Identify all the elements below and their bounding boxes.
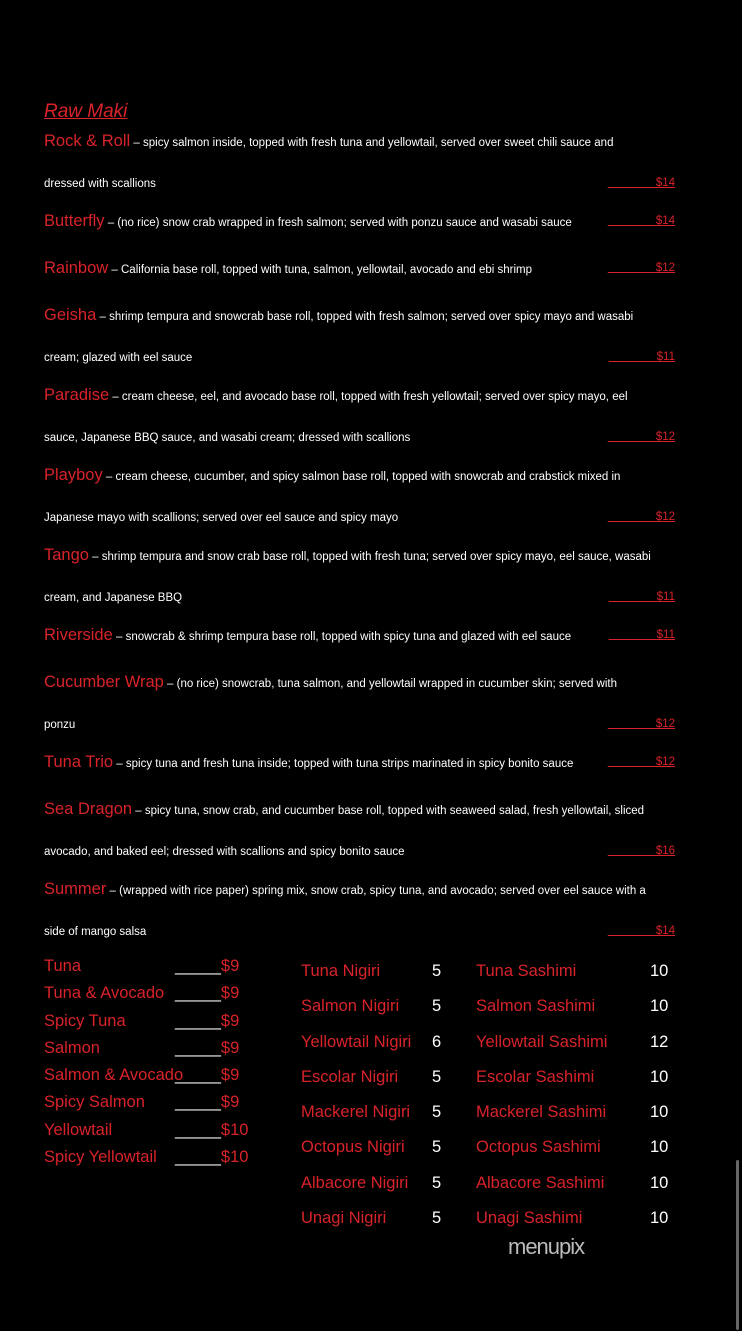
item-description: – snowcrab & shrimp tempura base roll, topped with spicy tuna and glazed with eel sauce: [112, 631, 572, 643]
item-description: – California base roll, topped with tuna, salmon, yellowtail, avocado and ebi shrimp: [108, 264, 533, 276]
roll-name: Spicy Yellowtail: [44, 1148, 157, 1167]
item-description: – (no rice) snowcrab, tuna salmon, and yellowtail wrapped in cucumber skin; served with: [163, 678, 618, 690]
roll-item: [44, 1066, 254, 1093]
menu-item: [44, 543, 684, 623]
item-line: [44, 256, 684, 303]
scrollbar[interactable]: [736, 1160, 739, 1330]
item-line: [44, 171, 684, 209]
nigiri-sashimi-row: [301, 1068, 701, 1103]
sashimi-price: 10: [650, 1209, 669, 1228]
menupix-watermark: menupix: [508, 1234, 585, 1259]
roll-price: _____ $10: [175, 1121, 248, 1140]
sashimi-price: 12: [650, 1032, 669, 1051]
item-line: [44, 877, 684, 919]
menu-item: [44, 129, 684, 209]
item-description: – spicy tuna and fresh tuna inside; topped with tuna strips marinated in spicy bonito sauce: [113, 758, 574, 770]
item-description: ponzu: [44, 719, 76, 731]
item-name: Playboy: [44, 466, 103, 484]
nigiri-sashimi-row: [301, 1174, 701, 1209]
item-price: $12: [655, 262, 675, 274]
roll-price: _____ $9: [175, 1066, 239, 1085]
item-line: [44, 543, 684, 585]
item-name: Summer: [44, 880, 107, 898]
roll-name: Spicy Tuna: [44, 1011, 126, 1030]
item-description: – spicy tuna, snow crab, and cucumber base roll, topped with seaweed salad, fresh yellowtail, sliced: [132, 805, 645, 817]
item-price: $12: [655, 756, 675, 768]
nigiri-sashimi-row: [301, 1103, 701, 1138]
maki-list: [44, 129, 684, 957]
nigiri-name: Albacore Nigiri: [301, 1173, 409, 1192]
nigiri-price: 5: [432, 1138, 442, 1157]
sashimi-name: Salmon Sashimi: [476, 997, 596, 1016]
item-price: $11: [656, 351, 675, 363]
sashimi-name: Escolar Sashimi: [476, 1067, 595, 1086]
item-line: [44, 750, 684, 797]
item-description: – shrimp tempura and snowcrab base roll, topped with fresh salmon; served over spicy mayo and wasabi: [96, 311, 634, 323]
item-line: [44, 345, 684, 383]
roll-name: Spicy Salmon: [44, 1093, 145, 1112]
nigiri-name: Unagi Nigiri: [301, 1209, 387, 1228]
sashimi-name: Yellowtail Sashimi: [476, 1032, 608, 1051]
nigiri-sashimi-row: [301, 1033, 701, 1068]
item-name: Paradise: [44, 386, 110, 404]
roll-price: _____ $9: [175, 984, 239, 1003]
item-price: $16: [655, 845, 675, 857]
sashimi-name: Tuna Sashimi: [476, 962, 577, 980]
item-price: $11: [656, 629, 675, 641]
item-description: – shrimp tempura and snow crab base roll, topped with fresh tuna; served over spicy mayo, eel sauce, wasabi: [88, 551, 651, 563]
roll-name: Salmon: [44, 1038, 100, 1057]
nigiri-name: Mackerel Nigiri: [301, 1103, 411, 1122]
item-description: dressed with scallions: [44, 178, 156, 190]
roll-item: [44, 1093, 254, 1120]
roll-price: _____ $9: [175, 1093, 239, 1112]
item-description: side of mango salsa: [44, 926, 147, 938]
menu-item: [44, 670, 684, 750]
item-price: $12: [655, 511, 675, 523]
roll-name: Tuna: [44, 957, 81, 975]
item-price: $12: [655, 431, 675, 443]
roll-item: [44, 984, 254, 1011]
nigiri-name: Octopus Nigiri: [301, 1138, 405, 1157]
nigiri-price: 5: [432, 962, 442, 980]
sashimi-price: 10: [650, 1067, 669, 1086]
sashimi-name: Albacore Sashimi: [476, 1173, 605, 1192]
item-line: [44, 303, 684, 345]
section-title: Raw Maki: [44, 101, 128, 122]
nigiri-price: 5: [432, 1103, 442, 1122]
item-description: cream, and Japanese BBQ: [44, 592, 183, 604]
menu-item: [44, 750, 684, 797]
sashimi-name: Mackerel Sashimi: [476, 1103, 607, 1122]
item-name: Riverside: [44, 626, 113, 644]
nigiri-sashimi-list: [301, 962, 701, 1244]
sashimi-price: 10: [650, 1138, 669, 1157]
item-line: [44, 797, 684, 839]
rolls-list: [44, 957, 254, 1175]
item-description: – (no rice) snow crab wrapped in fresh salmon; served with ponzu sauce and wasabi sauce: [104, 217, 572, 229]
sashimi-name: Octopus Sashimi: [476, 1138, 601, 1157]
item-name: Geisha: [44, 306, 97, 324]
roll-price: _____ $9: [175, 957, 239, 976]
roll-item: [44, 1148, 254, 1175]
roll-item: [44, 1012, 254, 1039]
item-name: Tango: [44, 546, 89, 564]
nigiri-price: 5: [432, 1173, 442, 1192]
nigiri-price: 6: [432, 1032, 442, 1051]
nigiri-name: Escolar Nigiri: [301, 1067, 399, 1086]
item-price: $14: [655, 177, 675, 189]
item-name: Rock & Roll: [44, 132, 131, 150]
menu-item: [44, 623, 684, 670]
sashimi-price: 10: [650, 1173, 669, 1192]
roll-price: _____ $9: [175, 1039, 239, 1058]
nigiri-sashimi-row: [301, 997, 701, 1032]
item-description: sauce, Japanese BBQ sauce, and wasabi cream; dressed with scallions: [44, 432, 411, 444]
item-line: [44, 585, 684, 623]
menu-item: [44, 877, 684, 957]
roll-price: _____ $10: [175, 1148, 248, 1167]
menu-item: [44, 383, 684, 463]
nigiri-sashimi-row: [301, 1209, 701, 1244]
sashimi-price: 10: [650, 997, 669, 1016]
item-line: [44, 129, 684, 171]
item-name: Rainbow: [44, 259, 109, 277]
item-description: – cream cheese, eel, and avocado base roll, topped with fresh yellowtail; served over spicy mayo, eel: [109, 391, 628, 403]
item-line: [44, 712, 684, 750]
item-description: avocado, and baked eel; dressed with scallions and spicy bonito sauce: [44, 846, 405, 858]
item-description: cream; glazed with eel sauce: [44, 352, 193, 364]
item-line: [44, 209, 684, 256]
item-line: [44, 383, 684, 425]
item-name: Tuna Trio: [44, 753, 114, 771]
roll-item: [44, 1121, 254, 1148]
menu-item: [44, 209, 684, 256]
roll-name: Salmon & Avocado: [44, 1066, 184, 1085]
item-price: $12: [655, 718, 675, 730]
item-price: $14: [655, 925, 675, 937]
nigiri-name: Tuna Nigiri: [301, 962, 381, 980]
nigiri-price: 5: [432, 1209, 442, 1228]
item-line: [44, 505, 684, 543]
item-line: [44, 463, 684, 505]
roll-item: [44, 957, 254, 984]
item-name: Butterfly: [44, 212, 105, 230]
item-description: – cream cheese, cucumber, and spicy salmon base roll, topped with snowcrab and crabstick mixed in: [102, 471, 621, 483]
menu-item: [44, 256, 684, 303]
roll-item: [44, 1039, 254, 1066]
item-line: [44, 670, 684, 712]
roll-name: Yellowtail: [44, 1120, 113, 1139]
item-line: [44, 839, 684, 877]
menu-item: [44, 463, 684, 543]
sashimi-price: 10: [650, 962, 669, 980]
item-line: [44, 623, 684, 670]
nigiri-sashimi-row: [301, 1138, 701, 1173]
item-price: $14: [655, 215, 675, 227]
item-name: Sea Dragon: [44, 800, 133, 818]
item-line: [44, 425, 684, 463]
nigiri-price: 5: [432, 1067, 442, 1086]
item-description: Japanese mayo with scallions; served over eel sauce and spicy mayo: [44, 512, 399, 524]
nigiri-name: Salmon Nigiri: [301, 997, 400, 1016]
nigiri-sashimi-row: [301, 962, 701, 997]
nigiri-price: 5: [432, 997, 442, 1016]
roll-price: _____ $9: [175, 1012, 239, 1031]
nigiri-name: Yellowtail Nigiri: [301, 1032, 412, 1051]
item-description: – (wrapped with rice paper) spring mix, snow crab, spicy tuna, and avocado; served over eel sauce with a: [106, 885, 646, 897]
roll-name: Tuna & Avocado: [44, 984, 165, 1003]
menu-item: [44, 797, 684, 877]
sashimi-price: 10: [650, 1103, 669, 1122]
sashimi-name: Unagi Sashimi: [476, 1209, 583, 1228]
item-name: Cucumber Wrap: [44, 673, 164, 691]
menu-item: [44, 303, 684, 383]
item-description: – spicy salmon inside, topped with fresh tuna and yellowtail, served over sweet chili sauce and: [130, 137, 614, 149]
item-line: [44, 919, 684, 957]
item-price: $11: [656, 591, 675, 603]
